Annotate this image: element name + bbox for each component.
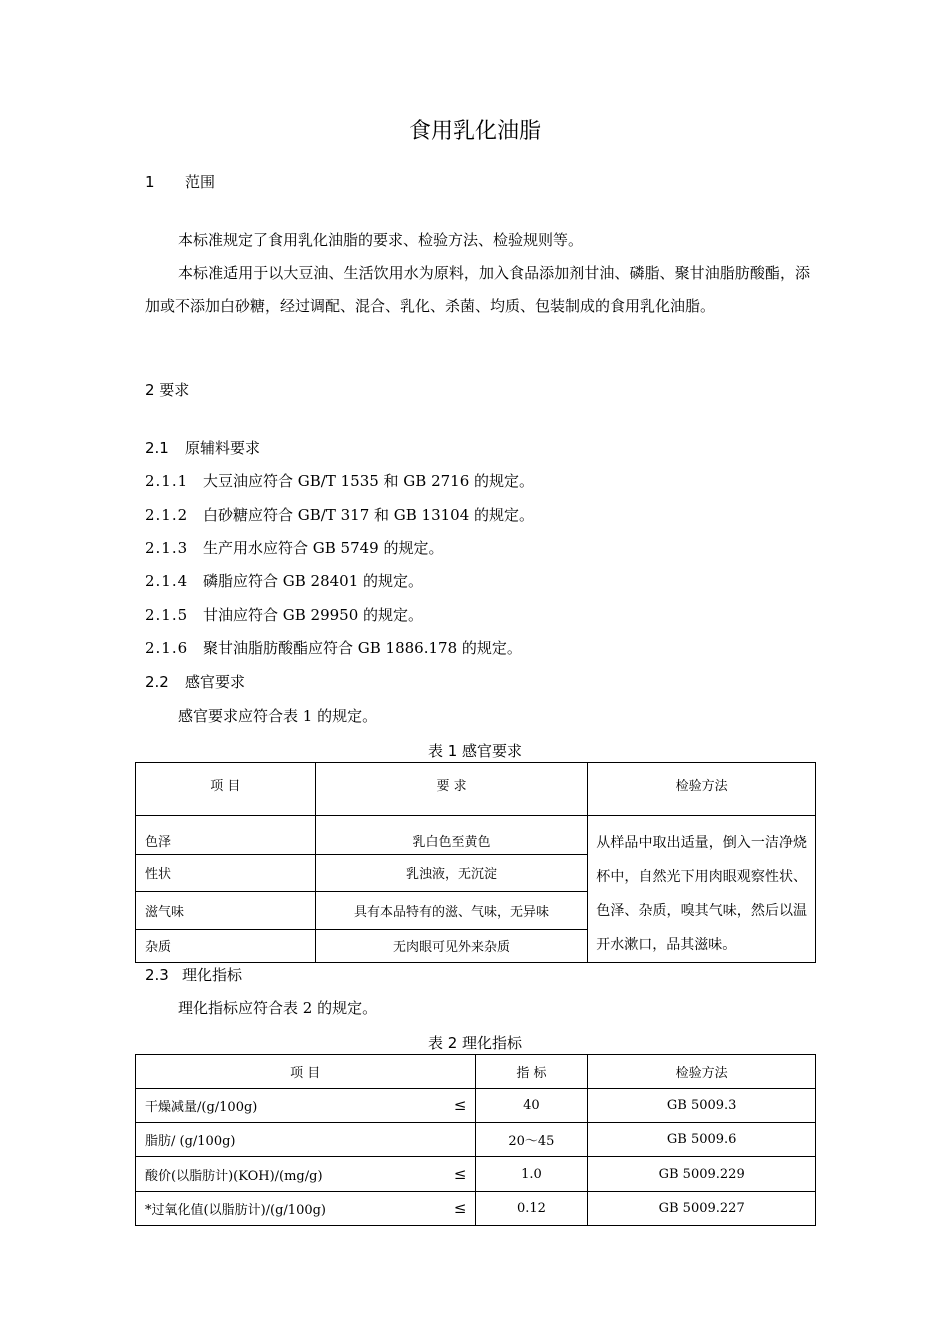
document-title: 食用乳化油脂 — [408, 119, 541, 144]
clause-text: 大豆油应符合 GB/T 1535 和 GB 2716 的规定。 — [203, 472, 535, 490]
section-2-1-heading — [145, 438, 260, 458]
clause-item — [145, 505, 534, 525]
section-title: 范围 — [185, 173, 216, 191]
clause-number: 2.1.4 — [145, 572, 189, 590]
item-label: 脂肪/ (g/100g) — [145, 1134, 236, 1149]
item-cell — [136, 1157, 476, 1192]
less-equal-sign: ≤ — [453, 1164, 467, 1183]
sensory-table — [135, 762, 816, 963]
requirement-cell: 乳浊液，无沉淀 — [315, 854, 588, 892]
section-2-2-heading — [145, 672, 245, 692]
less-equal-sign: ≤ — [453, 1199, 467, 1217]
item-label: 酸价(以脂肪计)(KOH)/(mg/g) — [145, 1168, 323, 1184]
section-number: 1 — [145, 173, 155, 191]
item-cell — [136, 1192, 476, 1226]
less-equal-sign: ≤ — [453, 1096, 467, 1114]
method-cell: 从样品中取出适量，倒入一洁净烧杯中，自然光下用肉眼观察性状、色泽、杂质，嗅其气味，然后以温开水漱口，品其滋味。 — [588, 816, 816, 963]
section-2-heading: 2 要求 — [145, 381, 190, 399]
scope-paragraph-2: 本标准适用于以大豆油、生活饮用水为原料，加入食品添加剂甘油、磷脂、聚甘油脂肪酸酯，添加或不添加白砂糖，经过调配、混合、乳化、杀菌、均质、包装制成的食用乳化油脂。 — [145, 264, 810, 315]
column-header: 项 目 — [136, 1055, 476, 1089]
table-row — [136, 1192, 816, 1226]
section-number: 2.2 — [145, 673, 169, 691]
section-title: 原辅料要求 — [185, 439, 261, 457]
clause-item — [145, 571, 423, 591]
clause-item — [145, 471, 534, 491]
clause-number: 2.1.6 — [145, 639, 189, 657]
item-label: *过氧化值(以脂肪计)/(g/100g) — [145, 1203, 327, 1218]
clause-item — [145, 638, 522, 658]
clause-number: 2.1.1 — [145, 472, 189, 490]
clause-text: 聚甘油脂肪酸酯应符合 GB 1886.178 的规定。 — [203, 639, 522, 657]
item-cell: 性状 — [136, 854, 316, 892]
clause-number: 2.1.3 — [145, 539, 189, 557]
column-header: 项 目 — [136, 763, 316, 816]
table-2-caption: 表 2 理化指标 — [427, 1034, 523, 1052]
requirement-cell: 具有本品特有的滋、气味，无异味 — [315, 892, 588, 930]
value-cell: 40 — [475, 1089, 588, 1123]
requirement-cell: 乳白色至黄色 — [315, 816, 588, 855]
clause-text: 甘油应符合 GB 29950 的规定。 — [203, 606, 424, 624]
requirement-cell: 无肉眼可见外来杂质 — [315, 929, 588, 962]
item-cell: 杂质 — [136, 929, 316, 962]
item-cell: 色泽 — [136, 816, 316, 855]
table-header-row — [136, 763, 816, 816]
column-header: 检验方法 — [588, 763, 816, 816]
scope-paragraph-1: 本标准规定了食用乳化油脂的要求、检验方法、检验规则等。 — [178, 231, 584, 249]
sensory-intro: 感官要求应符合表 1 的规定。 — [178, 707, 378, 725]
clause-item — [145, 605, 423, 625]
table-row — [136, 1089, 816, 1123]
clause-text: 磷脂应符合 GB 28401 的规定。 — [203, 572, 424, 590]
value-cell: 1.0 — [475, 1157, 588, 1192]
clause-text: 生产用水应符合 GB 5749 的规定。 — [203, 539, 444, 557]
section-title: 理化指标 — [182, 966, 243, 984]
section-2-3-heading — [145, 965, 242, 985]
column-header: 要 求 — [315, 763, 588, 816]
item-cell: 滋气味 — [136, 892, 316, 930]
clause-text: 白砂糖应符合 GB/T 317 和 GB 13104 的规定。 — [203, 506, 535, 524]
value-cell: 0.12 — [475, 1192, 588, 1226]
item-cell — [136, 1089, 476, 1123]
section-title: 感官要求 — [185, 673, 246, 691]
table-row — [136, 816, 816, 855]
method-cell: GB 5009.229 — [588, 1157, 816, 1192]
section-number: 2.1 — [145, 439, 169, 457]
item-cell — [136, 1123, 476, 1157]
physchem-table — [135, 1054, 816, 1226]
physchem-intro: 理化指标应符合表 2 的规定。 — [178, 999, 378, 1017]
method-cell: GB 5009.227 — [588, 1192, 816, 1226]
clause-number: 2.1.2 — [145, 506, 189, 524]
value-cell: 20～45 — [475, 1123, 588, 1157]
method-cell: GB 5009.6 — [588, 1123, 816, 1157]
clause-item — [145, 538, 444, 558]
table-row — [136, 1123, 816, 1157]
table-header-row — [136, 1055, 816, 1089]
column-header: 指 标 — [475, 1055, 588, 1089]
table-row — [136, 1157, 816, 1192]
item-label: 干燥减量/(g/100g) — [145, 1100, 258, 1115]
table-1-caption: 表 1 感官要求 — [427, 742, 523, 760]
column-header: 检验方法 — [588, 1055, 816, 1089]
clause-number: 2.1.5 — [145, 606, 189, 624]
section-number: 2.3 — [145, 966, 169, 984]
method-cell: GB 5009.3 — [588, 1089, 816, 1123]
section-1-heading — [145, 172, 215, 192]
